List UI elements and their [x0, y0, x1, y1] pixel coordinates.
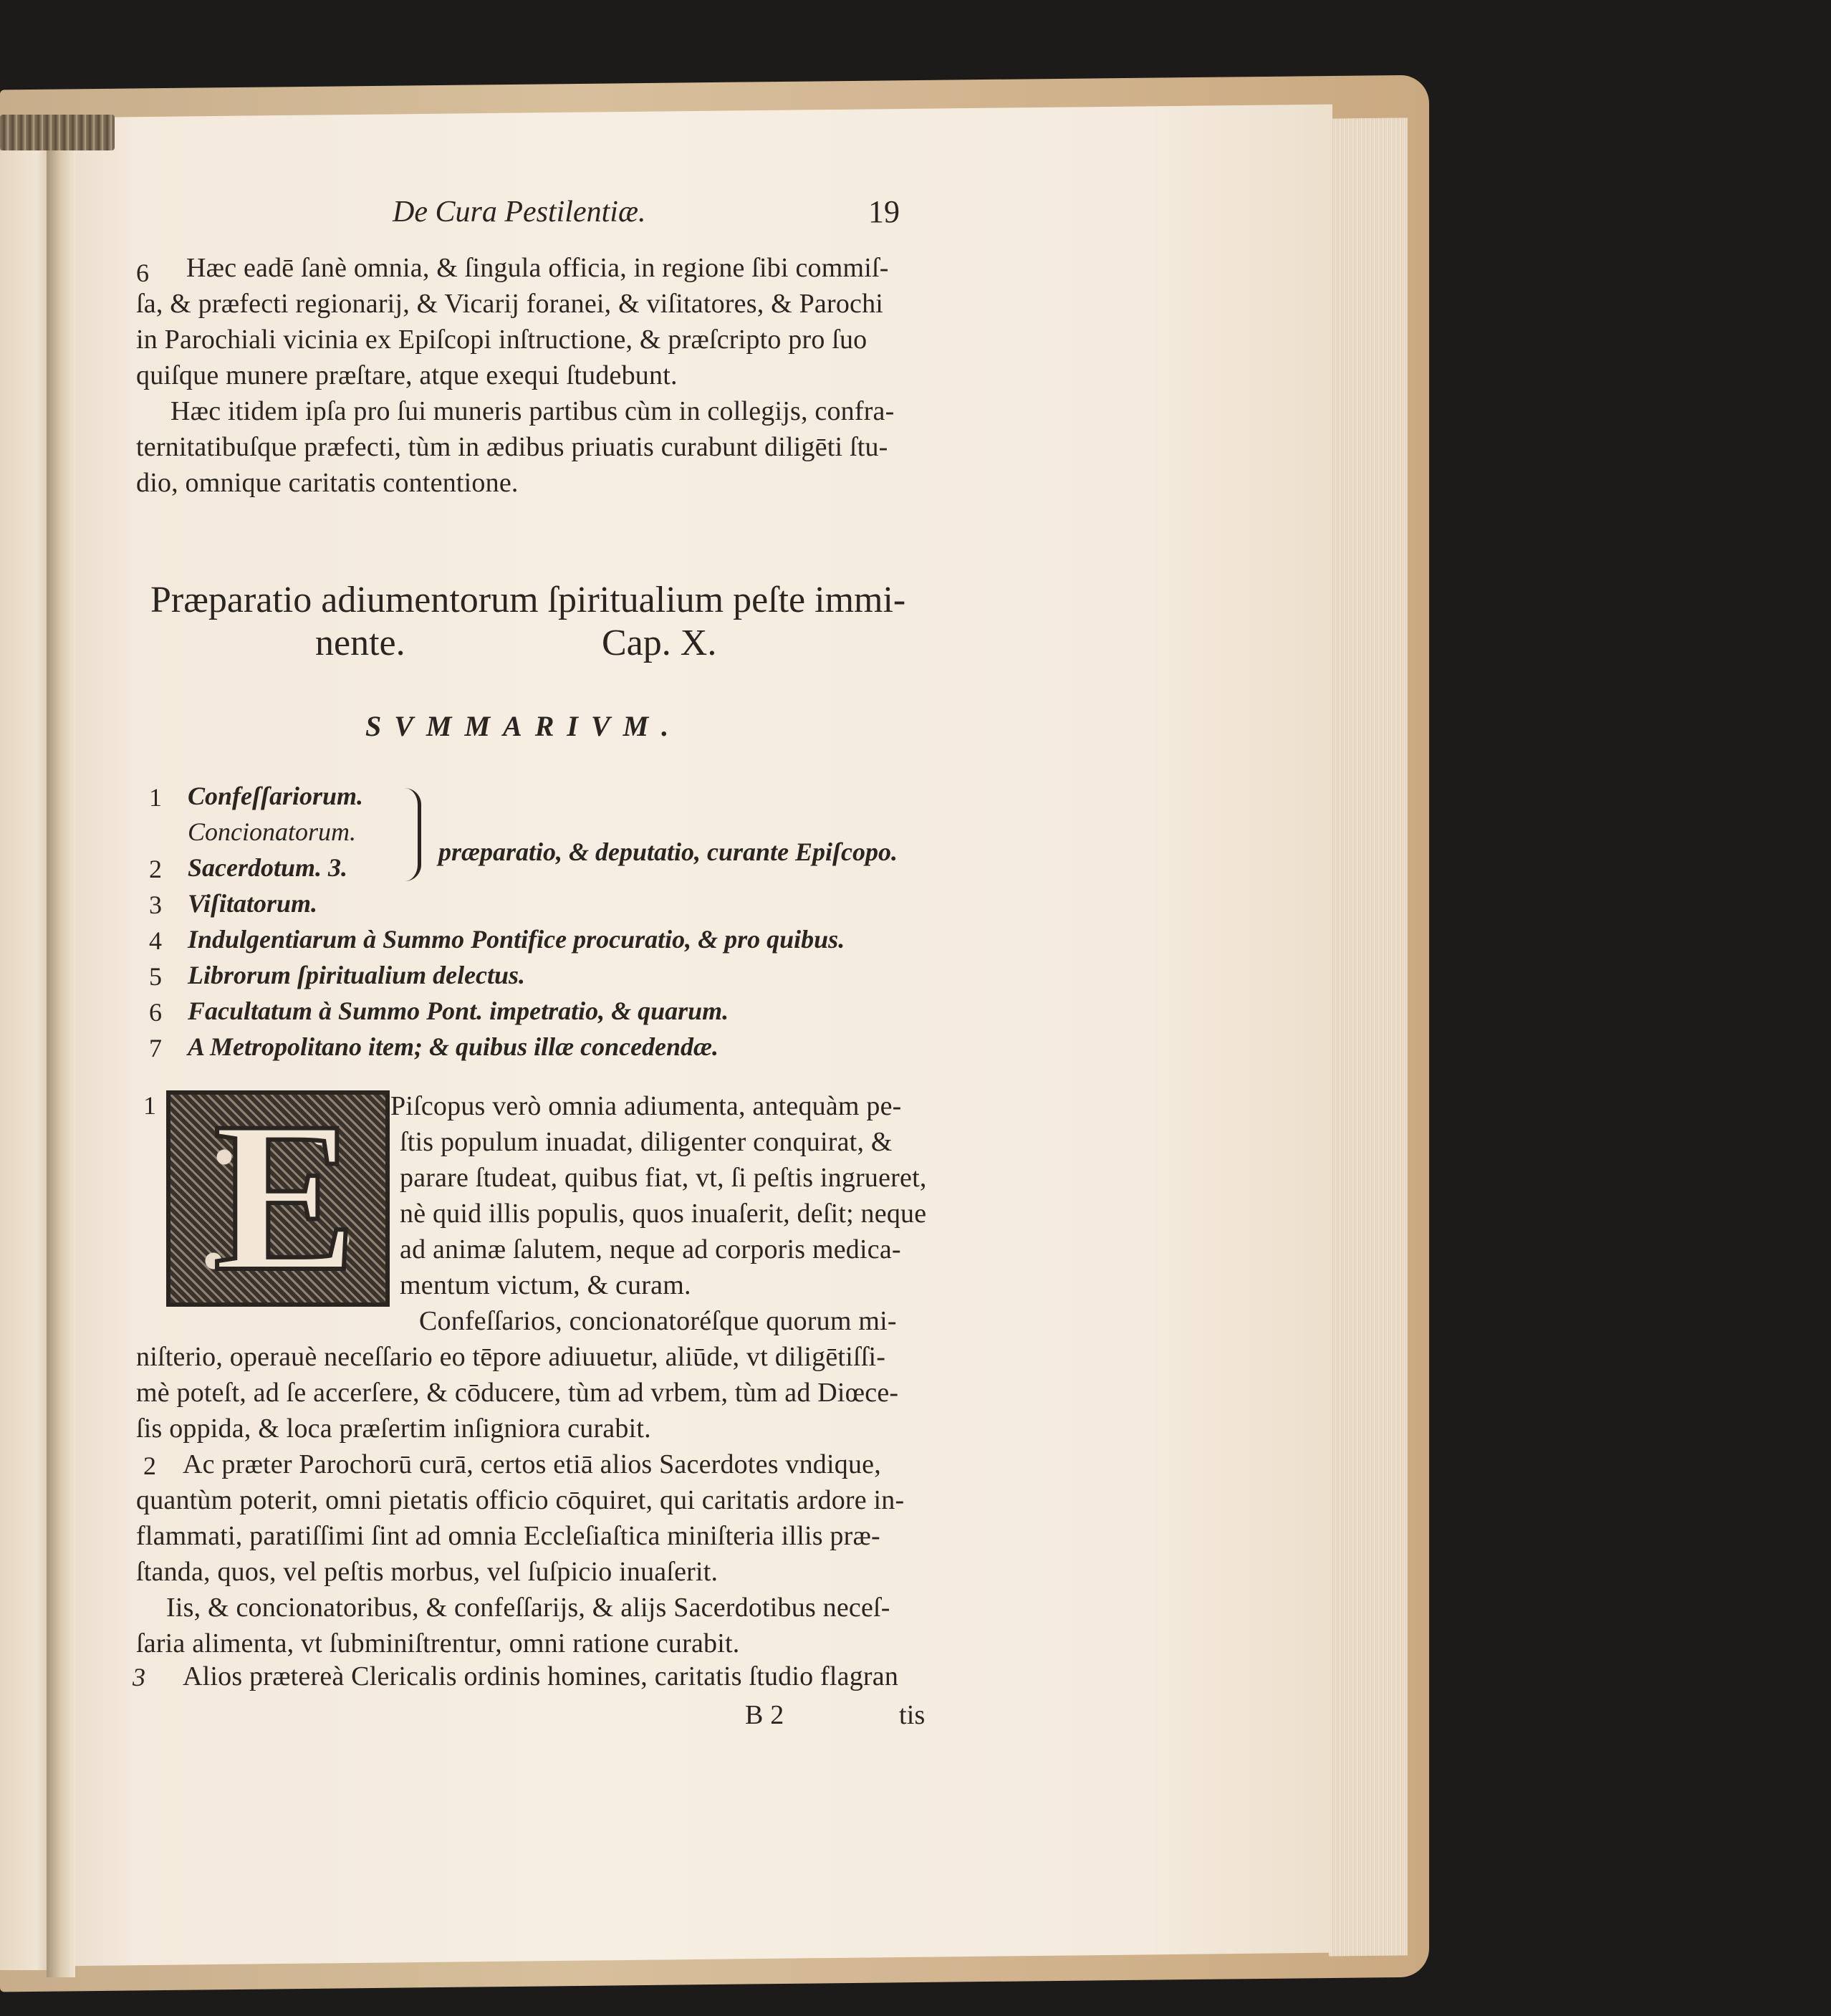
- page-number: 19: [868, 194, 900, 229]
- text-line: ſa, & præfecti regionarij, & Vicarij foranei, & viſitatores, & Parochi: [136, 289, 884, 319]
- decorated-initial: [166, 1077, 390, 1315]
- margin-number: 1: [143, 1091, 156, 1120]
- headband: [0, 115, 115, 150]
- summary-number: 3: [149, 891, 162, 919]
- text-line: Piſcopus verò omnia adiumenta, antequàm pe-: [390, 1091, 902, 1121]
- text-line: ad animæ ſalutem, neque ad corporis medica-: [400, 1234, 901, 1264]
- text-line: ſtanda, quos, vel peſtis morbus, vel ſuſpicio inuaſerit.: [136, 1557, 719, 1587]
- book-gutter: [47, 143, 75, 1977]
- summary-brace: [405, 788, 421, 881]
- text-line: Alios prætereà Clericalis ordinis homines, caritatis ſtudio flagran: [183, 1661, 899, 1691]
- text-line: in Parochiali vicinia ex Epiſcopi inſtructione, & præſcripto pro ſuo: [136, 325, 868, 355]
- text-line: ſaria alimenta, vt ſubminiſtrentur, omni ratione curabit.: [136, 1628, 740, 1659]
- catchword: tis: [899, 1700, 926, 1730]
- summarium-title: SVMMARIVM.: [365, 710, 682, 742]
- text-line: Hæc itidem ipſa pro ſui muneris partibus cùm in collegijs, confra-: [170, 396, 895, 426]
- summary-item: Facultatum à Summo Pont. impetratio, & quarum.: [188, 997, 729, 1025]
- text-line: Hæc eadē ſanè omnia, & ſingula officia, in regione ſibi commiſ-: [186, 253, 889, 283]
- summary-number: 6: [149, 998, 162, 1027]
- chapter-title: Præparatio adiumentorum ſpiritualium peſte immi-: [150, 580, 906, 620]
- signature-mark: B 2: [745, 1700, 784, 1730]
- summary-number: 7: [149, 1034, 162, 1062]
- brace-text: præparatio, & deputatio, curante Epiſcopo.: [438, 837, 898, 866]
- summary-item: Concionatorum.: [188, 817, 357, 846]
- text-line: quantùm poterit, omni pietatis officio cōquiret, qui caritatis ardore in-: [136, 1485, 905, 1515]
- initial-letter: E: [213, 1077, 357, 1315]
- summary-number: 5: [149, 962, 162, 991]
- text-line: ternitatibuſque præfecti, tùm in ædibus priuatis curabunt diligēti ſtu-: [136, 432, 888, 462]
- text-line: ſis oppida, & loca præſertim inſigniora curabit.: [136, 1413, 651, 1444]
- text-line: ſtis populum inuadat, diligenter conquirat, &: [400, 1127, 893, 1157]
- text-line: Iis, & concionatoribus, & confeſſarijs, & alijs Sacerdotibus neceſ-: [166, 1593, 890, 1623]
- text-line: niſterio, operauè neceſſario eo tēpore adiuuetur, aliūde, vt diligētiſſi-: [136, 1342, 886, 1372]
- chapter-number: Cap. X.: [602, 623, 717, 663]
- text-line: Ac præter Parochorū curā, certos etiā alios Sacerdotes vndique,: [183, 1449, 881, 1479]
- running-head: De Cura Pestilentiæ.: [393, 196, 646, 229]
- summary-item: A Metropolitano item; & quibus illæ concedendæ.: [188, 1032, 719, 1061]
- margin-number: 3: [133, 1663, 145, 1691]
- summary-item: Confeſſariorum.: [188, 782, 364, 810]
- margin-number: 2: [143, 1451, 156, 1480]
- summary-item: Viſitatorum.: [188, 889, 318, 918]
- text-line: nè quid illis populis, quos inuaſerit, deſit; neque: [400, 1199, 927, 1229]
- text-line: parare ſtudeat, quibus fiat, vt, ſi peſtis ingrueret,: [400, 1163, 927, 1193]
- summary-item: Librorum ſpiritualium delectus.: [188, 961, 526, 989]
- text-line: Confeſſarios, concionatoréſque quorum mi-: [419, 1306, 897, 1336]
- summary-item: Indulgentiarum à Summo Pontifice procuratio, & pro quibus.: [188, 925, 845, 954]
- text-line: flammati, paratiſſimi ſint ad omnia Eccleſiaſtica miniſteria illis præ-: [136, 1521, 880, 1551]
- summary-number: 2: [149, 855, 162, 883]
- summary-item: Sacerdotum. 3.: [188, 853, 348, 882]
- text-line: mè poteſt, ad ſe accerſere, & cōducere, tùm ad vrbem, tùm ad Diœce-: [136, 1378, 899, 1408]
- text-line: quiſque munere præſtare, atque exequi ſtudebunt.: [136, 360, 678, 390]
- summary-number: 4: [149, 926, 162, 955]
- summary-number: 1: [149, 783, 162, 812]
- text-line: dio, omnique caritatis contentione.: [136, 468, 519, 498]
- margin-number: 6: [136, 259, 149, 287]
- page-edges: [1329, 117, 1408, 1956]
- chapter-title-continued: nente.: [315, 623, 405, 663]
- text-line: mentum victum, & curam.: [400, 1270, 691, 1300]
